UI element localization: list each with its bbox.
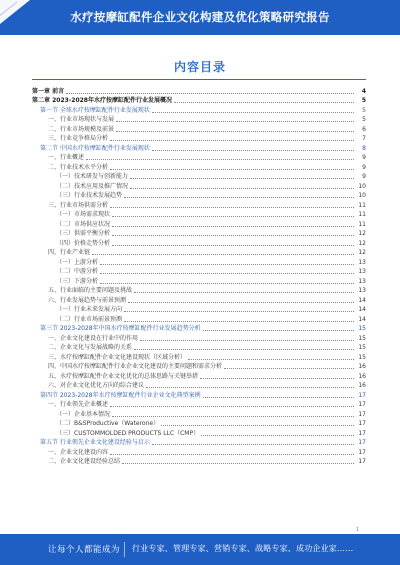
toc-entry-label: 四、行业产业链 (48, 249, 91, 256)
toc-entry-label: 五、行业面临的主要问题及挑战 (48, 287, 133, 294)
toc-entry-label: 一、行业市场现状与发展 (48, 116, 115, 123)
toc-entry-label: （三）下游分析 (56, 277, 99, 285)
toc-entry[interactable] (32, 324, 366, 334)
toc-entry-label: 第四节 2023-2028年水疗按摩缸配件行业企业文化典型案例 (40, 391, 201, 399)
toc-entry[interactable] (32, 200, 366, 210)
toc-entry[interactable] (32, 172, 366, 182)
toc-entry-label: （二）市场供应状况 (56, 220, 111, 228)
toc-entry-page: 13 (358, 287, 366, 294)
toc-entry-page: 15 (358, 325, 366, 332)
toc-entry-page: 11 (358, 211, 366, 218)
toc-leader-dots (140, 340, 354, 341)
toc-entry[interactable] (32, 381, 366, 391)
toc-entry[interactable] (32, 86, 366, 96)
toc-leader-dots (201, 435, 354, 436)
toc-entry[interactable] (32, 276, 366, 286)
toc-entry-page: 15 (358, 344, 366, 351)
toc-entry-label: 六、行业发展趋势与前景预测 (48, 296, 127, 304)
toc-entry-page: 16 (358, 363, 366, 370)
toc-leader-dots (110, 169, 354, 170)
toc-entry[interactable] (32, 333, 366, 343)
toc-entry[interactable] (32, 238, 366, 248)
toc-leader-dots (110, 207, 354, 208)
toc-entry-page: 17 (358, 410, 366, 418)
toc-leader-dots (203, 397, 354, 398)
toc-entry[interactable] (32, 457, 366, 467)
toc-entry-page: 15 (358, 353, 366, 361)
toc-entry[interactable] (32, 428, 366, 438)
toc-entry-label: 六、对企业文化优化方向的综合建议 (48, 382, 145, 389)
footer-slogan-left: 让每个人都能成为 (48, 545, 121, 555)
toc-entry-label: （一）企业基本情况 (56, 410, 111, 418)
toc-leader-dots (124, 311, 354, 312)
toc-entry-label: （二）B&SProductive（Waterone） (56, 420, 160, 427)
page-number: 1 (356, 527, 360, 533)
toc-entry-page: 11 (358, 220, 366, 228)
toc-entry[interactable] (32, 419, 366, 429)
toc-entry-label: （三）供需平衡分析 (56, 230, 111, 237)
toc-entry-page: 4 (361, 87, 366, 95)
toc-leader-dots (130, 188, 354, 189)
toc-entry-label: 第二章 2023-2028年水疗按摩缸配件行业发展概况 (32, 97, 172, 104)
toc-entry-page: 17 (358, 401, 366, 408)
toc-entry[interactable] (32, 153, 366, 163)
toc-entry[interactable] (32, 400, 366, 410)
toc-entry-label: 一、行业领先企业概述 (48, 401, 109, 408)
toc-leader-dots (66, 93, 354, 94)
toc-entry-page: 17 (358, 420, 366, 427)
toc-entry-page: 13 (358, 268, 366, 275)
toc-leader-dots (224, 368, 354, 369)
toc-entry-label: （一）行业未来发展方向 (56, 306, 123, 313)
toc-leader-dots (146, 387, 354, 388)
toc-entry-page: 8 (362, 144, 366, 152)
toc-leader-dots (110, 140, 354, 141)
toc-entry-page: 14 (358, 306, 366, 313)
toc-leader-dots (100, 273, 354, 274)
toc-entry-label: 第三节 2023-2028年中国水疗按摩缸配件行业发展趋势分析 (40, 325, 201, 332)
toc-leader-dots (112, 216, 354, 217)
toc-entry-page: 10 (358, 192, 366, 199)
toc-entry-label: 第一章 前言 (32, 87, 65, 95)
toc-entry[interactable] (32, 343, 366, 353)
toc-entry-label: （三）CUSTOMMOLDED PRODUCTS LLC（CMP） (56, 429, 200, 437)
toc-entry-label: （二）中游分析 (56, 268, 99, 275)
toc-entry-page: 5 (362, 106, 366, 114)
toc-entry-page: 15 (358, 334, 366, 342)
toc-entry[interactable] (32, 267, 366, 277)
toc-entry[interactable] (32, 362, 366, 372)
toc-entry-label: （三）行业技术发展趋势 (56, 192, 123, 199)
toc-entry-page: 17 (358, 458, 366, 465)
toc-entry-page: 13 (358, 277, 366, 285)
toc-entry-page: 13 (358, 258, 366, 266)
toc-entry-label: 第一节 全球水疗按摩缸配件行业发展现状 (40, 106, 150, 114)
toc-entry-page: 12 (358, 249, 366, 256)
toc-entry[interactable] (32, 295, 366, 305)
report-title: 水疗按摩缸配件企业文化构建及优化策略研究报告 (70, 10, 330, 24)
toc-entry-page: 5 (362, 116, 366, 123)
toc-entry[interactable] (32, 219, 366, 229)
toc-entry-page: 17 (358, 429, 366, 437)
toc-leader-dots (134, 349, 354, 350)
toc-entry-page: 9 (362, 163, 366, 171)
toc-entry[interactable] (32, 314, 366, 324)
toc-leader-dots (134, 292, 354, 293)
toc-leader-dots (100, 264, 354, 265)
footer-slogan-right: 行业专家、管理专家、营销专家、战略专家、成功企业家…… (132, 544, 354, 553)
toc-entry-page: 12 (358, 239, 366, 247)
toc-leader-dots (161, 425, 354, 426)
toc-entry-page: 17 (358, 448, 366, 456)
toc-entry[interactable] (32, 210, 366, 220)
toc-leader-dots (112, 226, 354, 227)
toc-entry[interactable] (32, 105, 366, 115)
toc-entry-page: 5 (361, 97, 366, 104)
toc-leader-dots (86, 159, 354, 160)
toc-entry[interactable] (32, 124, 366, 134)
toc-entry[interactable] (32, 134, 366, 144)
toc-entry-page: 11 (358, 201, 366, 209)
toc-entry-page: 14 (358, 296, 366, 304)
toc-entry[interactable] (32, 409, 366, 419)
toc-divider (32, 79, 366, 80)
toc-entry-page: 6 (362, 125, 366, 133)
toc-entry-page: 9 (362, 173, 366, 180)
toc-entry-label: 二、行业市场规模及前景 (48, 125, 115, 133)
toc-entry-label: （二）行业市场前景预测 (56, 315, 123, 323)
toc-entry-label: 第二节 中国水疗按摩缸配件行业发展现状 (40, 144, 150, 152)
toc-leader-dots (200, 378, 354, 379)
toc-entry-label: 五、水疗按摩缸配件企业文化优化的总体思路与关键举措 (48, 372, 199, 380)
toc-entry[interactable] (32, 229, 366, 239)
toc-entry-label: 四、中国水疗按摩缸配件行业企业文化建设的主要问题和需求分析 (48, 363, 223, 370)
toc-leader-dots (188, 359, 354, 360)
toc-leader-dots (152, 444, 354, 445)
toc-entry[interactable] (32, 447, 366, 457)
toc-entry-page: 9 (362, 154, 366, 161)
toc-entry[interactable] (32, 143, 366, 153)
toc-leader-dots (124, 321, 354, 322)
toc-leader-dots (116, 131, 354, 132)
toc-leader-dots (110, 454, 354, 455)
toc-entry[interactable] (32, 115, 366, 125)
toc-leader-dots (152, 150, 354, 151)
toc-leader-dots (110, 406, 354, 407)
toc-entry[interactable] (32, 352, 366, 362)
toc-entry-label: （四）价格走势分析 (56, 239, 111, 247)
toc-entry-label: 一、企业文化建设在行业中的作用 (48, 334, 139, 342)
footer-divider (124, 542, 125, 557)
toc-entry-label: 二、企业文化建设经验总结 (48, 458, 121, 465)
toc-leader-dots (112, 245, 354, 246)
toc-entry[interactable] (32, 371, 366, 381)
toc-entry-label: （二）技术应用及推广情况 (56, 182, 129, 190)
toc-leader-dots (92, 254, 354, 255)
toc-leader-dots (152, 112, 354, 113)
toc-entry[interactable] (32, 257, 366, 267)
toc-entry[interactable] (32, 96, 366, 106)
toc-entry-label: 二、行业技术水平分析 (48, 163, 109, 171)
toc-leader-dots (112, 416, 354, 417)
toc-entry[interactable] (32, 191, 366, 201)
toc-entry-label: 三、行业市场供需分析 (48, 201, 109, 209)
toc-leader-dots (124, 197, 354, 198)
toc-entry-page: 10 (358, 182, 366, 190)
header-banner (0, 0, 400, 35)
toc-entry-label: 二、企业文化与发展战略的关系 (48, 344, 133, 351)
toc-leader-dots (128, 302, 354, 303)
toc-entry-page: 16 (358, 382, 366, 389)
toc-leader-dots (116, 121, 354, 122)
toc-entry-page: 14 (358, 315, 366, 323)
table-of-contents (32, 86, 366, 466)
toc-entry[interactable] (32, 305, 366, 315)
toc-entry-label: （一）上游分析 (56, 258, 99, 266)
toc-leader-dots (100, 283, 354, 284)
toc-entry[interactable] (32, 248, 366, 258)
toc-heading: 内容目录 (173, 60, 226, 74)
toc-entry-page: 16 (358, 372, 366, 380)
toc-entry-page: 12 (358, 230, 366, 237)
toc-leader-dots (122, 463, 354, 464)
toc-entry[interactable] (32, 438, 366, 448)
toc-leader-dots (174, 102, 354, 103)
footer-banner (0, 534, 400, 565)
toc-entry[interactable] (32, 286, 366, 296)
toc-entry-page: 17 (358, 439, 366, 446)
toc-leader-dots (203, 330, 354, 331)
toc-entry-label: 第五节 行业领先企业文化建设经验与启示 (40, 439, 150, 446)
toc-entry-page: 7 (362, 135, 366, 142)
toc-entry-label: （一）技术研发与创新能力 (56, 173, 129, 180)
toc-entry-label: 一、企业文化建设内容 (48, 448, 109, 456)
toc-entry[interactable] (32, 390, 366, 400)
toc-entry-label: 一、行业概述 (48, 154, 85, 161)
toc-entry-page: 17 (358, 391, 366, 399)
toc-entry-label: 三、行业竞争格局分析 (48, 135, 109, 142)
toc-leader-dots (130, 178, 354, 179)
toc-leader-dots (112, 235, 354, 236)
toc-entry-label: 三、水疗按摩缸配件企业文化建设现状（区域分析） (48, 353, 187, 361)
toc-entry[interactable] (32, 162, 366, 172)
toc-entry[interactable] (32, 181, 366, 191)
toc-entry-label: （一）市场需求现状 (56, 211, 111, 218)
